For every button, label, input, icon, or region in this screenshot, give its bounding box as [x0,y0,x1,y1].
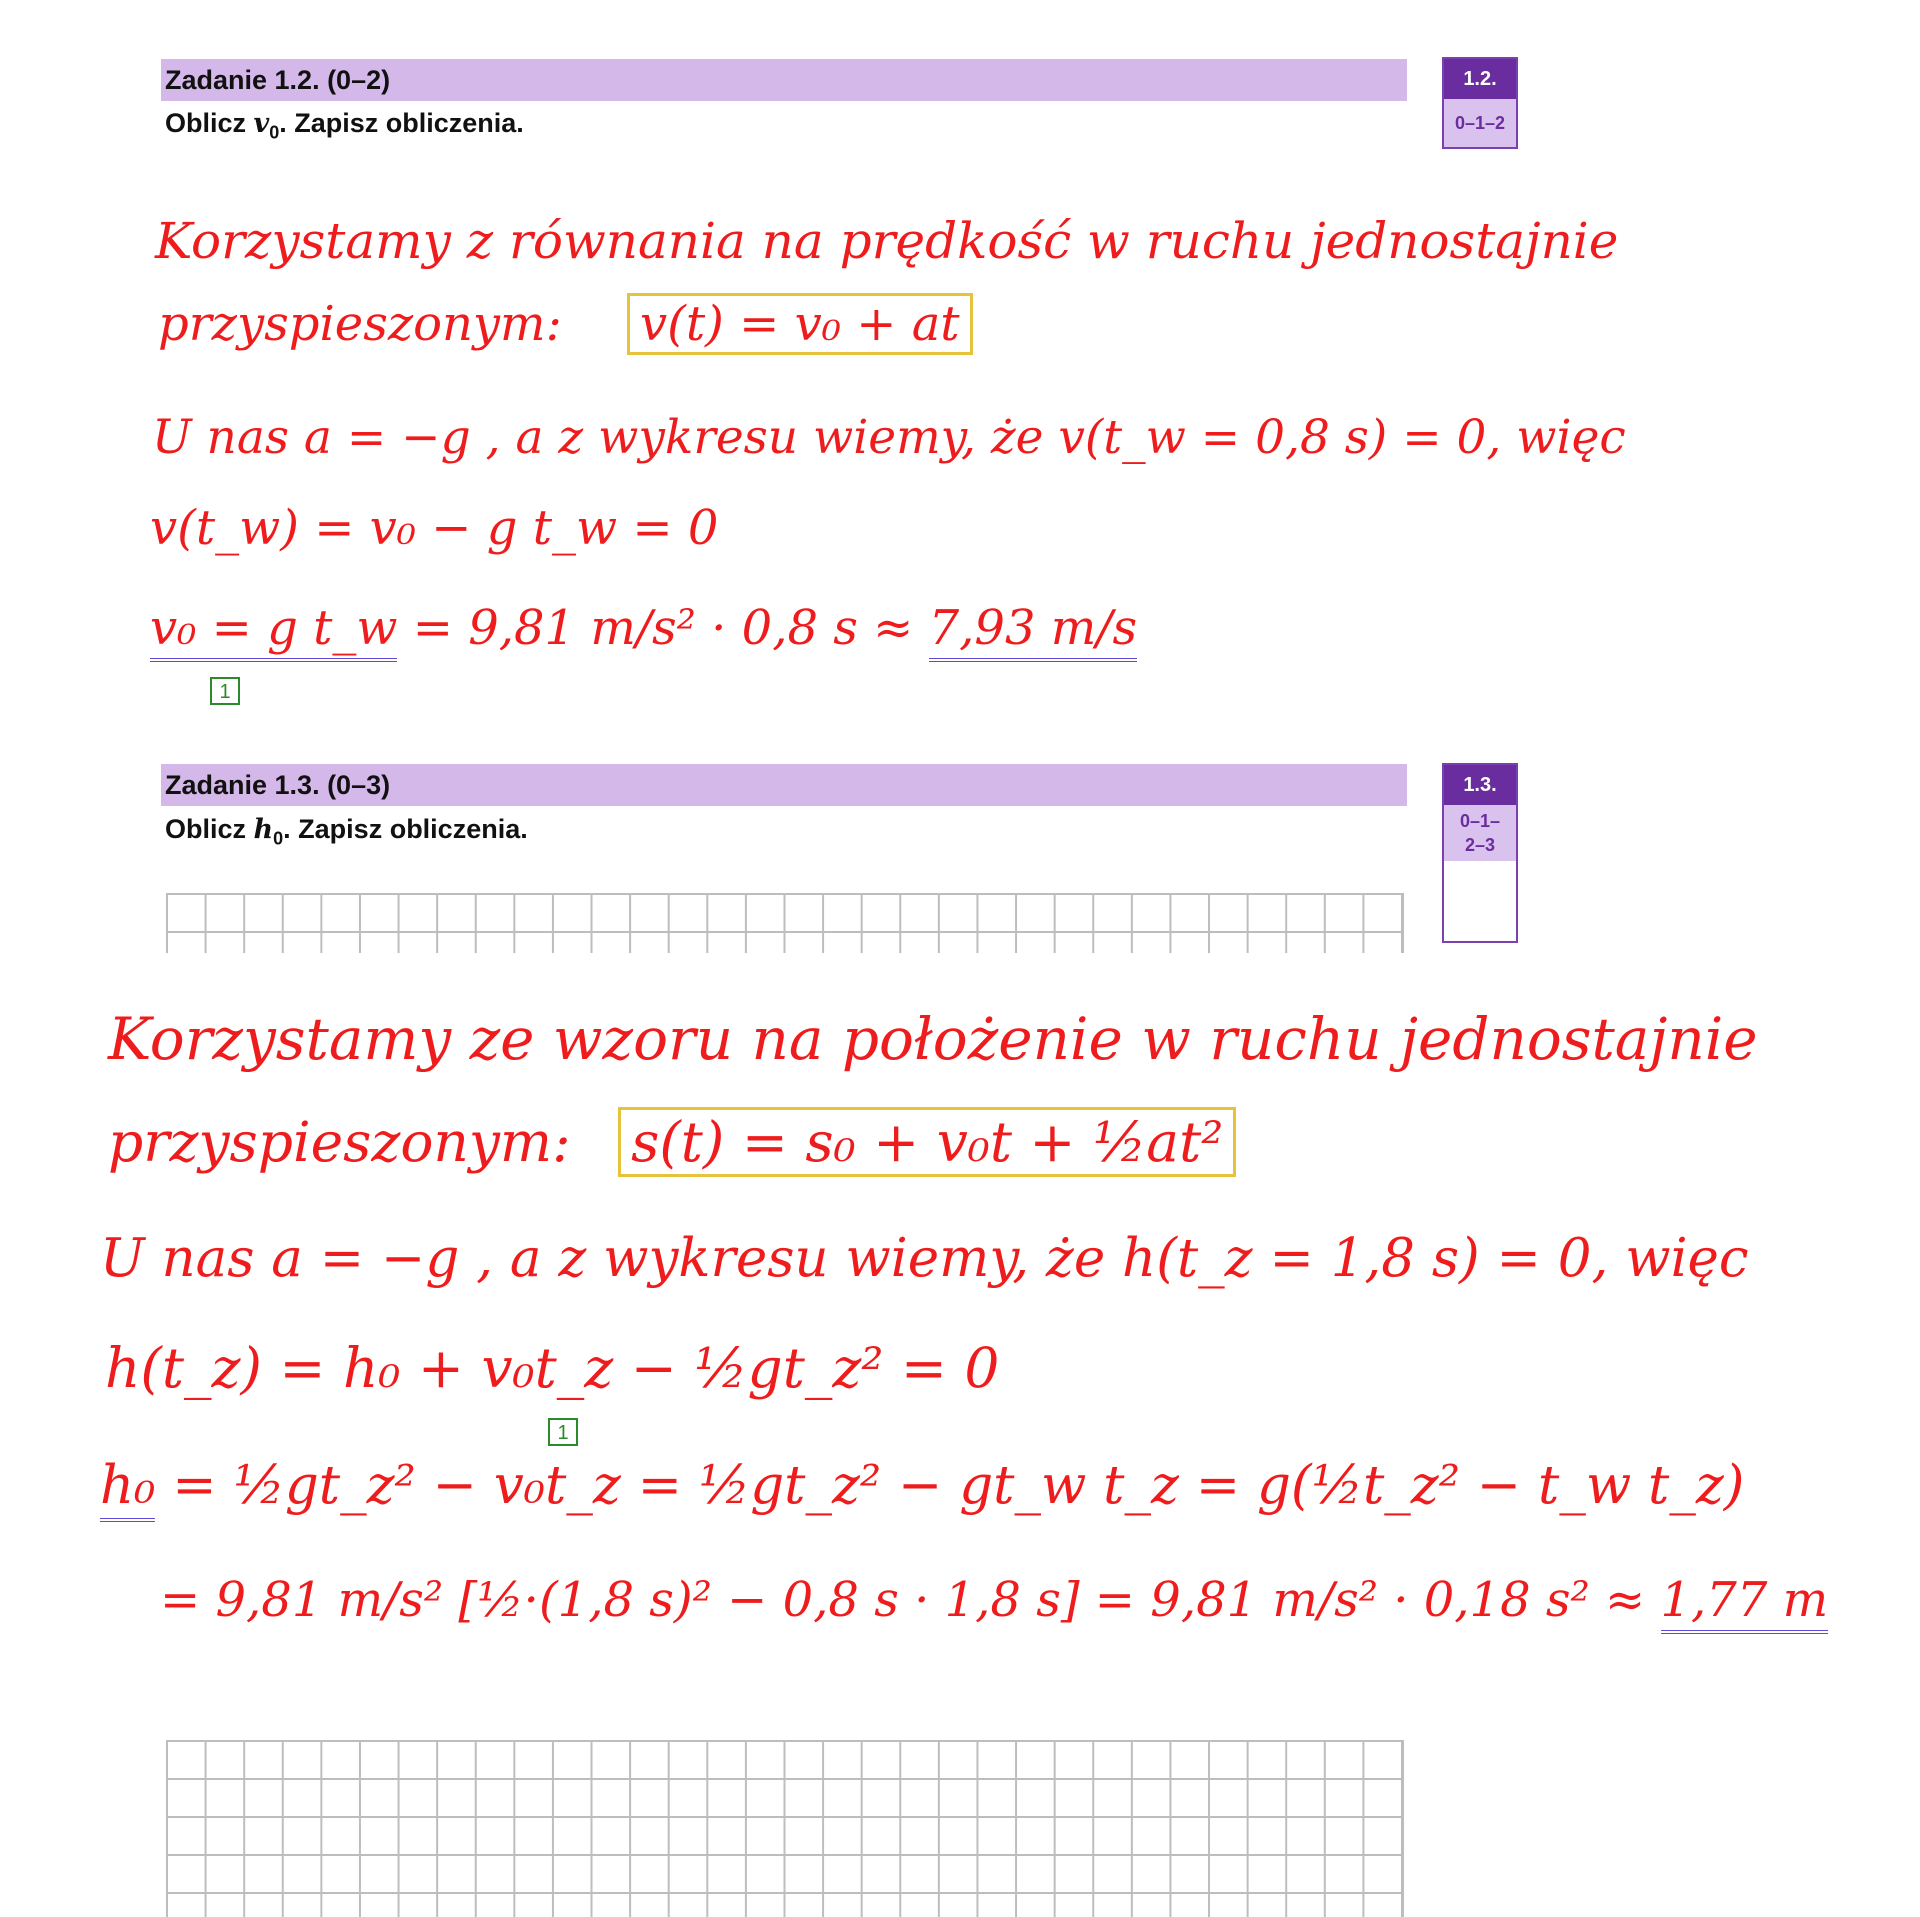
task-1-2-title: Zadanie 1.2. (0–2) [165,64,391,95]
task-1-2-answer-line-5: v₀ = g t_w = 9,81 m/s² · 0,8 s ≈ 7,93 m/s [150,600,1137,656]
task-1-3-answer-line-3: U nas a = −g , a z wykresu wiemy, że h(t_z = 1,8 s) = 0, więc [100,1228,1749,1289]
score-box-1-3 [1442,763,1518,943]
answer-grid-bottom [166,1740,1404,1917]
score-number: 1.2. [1444,59,1516,99]
formula-box: v(t) = v₀ + at [627,293,973,355]
task-1-3-answer-line-4: h(t_z) = h₀ + v₀t_z − ½gt_z² = 0 [105,1336,1000,1400]
task-1-3-answer-line-1: Korzystamy ze wzoru na położenie w ruchu jednostajnie [108,1005,1758,1073]
task-1-2-answer-line-4: v(t_w) = v₀ − g t_w = 0 [150,500,719,556]
task-1-2-header [161,59,1407,101]
underlined-lhs: h₀ [100,1455,155,1522]
score-box-1-2 [1442,57,1518,149]
task-1-3-answer-line-2: przyspieszonym: s(t) = s₀ + v₀t + ½at² [108,1110,1236,1174]
task-1-2-instruction: Oblicz $v_0$. Zapisz obliczenia. [165,108,524,143]
task-1-3-answer-line-5: h₀ = ½gt_z² − v₀t_z = ½gt_z² − gt_w t_z = g(½t_z² − t_w t_z) [100,1455,1744,1516]
task-1-3-answer-line-6: = 9,81 m/s² [½·(1,8 s)² − 0,8 s · 1,8 s] = 9,81 m/s² · 0,18 s² ≈ 1,77 m [160,1572,1828,1628]
task-1-3-instruction: Oblicz $h_0$. Zapisz obliczenia. [165,814,528,849]
answer-grid-top [166,893,1404,953]
result-underlined: 1,77 m [1661,1572,1829,1634]
score-mark-green: 1 [548,1418,578,1446]
score-entry-field[interactable] [1444,861,1516,941]
task-1-2-answer-line-2: przyspieszonym: v(t) = v₀ + at [158,296,973,352]
task-1-3-header [161,764,1407,806]
task-1-2-answer-line-3: U nas a = −g , a z wykresu wiemy, że v(t_w = 0,8 s) = 0, więc [152,410,1626,465]
score-number: 1.3. [1444,765,1516,805]
task-1-3-title: Zadanie 1.3. (0–3) [165,769,391,800]
result-underlined: 7,93 m/s [929,600,1137,662]
score-mark-green: 1 [210,677,240,705]
score-range: 0–1–2 [1444,99,1516,147]
score-range: 0–1– 2–3 [1444,805,1516,861]
formula-box: s(t) = s₀ + v₀t + ½at² [618,1107,1236,1177]
task-1-2-answer-line-1: Korzystamy z równania na prędkość w ruchu jednostajnie [155,212,1619,270]
underlined-lhs: v₀ = g t_w [150,600,397,662]
